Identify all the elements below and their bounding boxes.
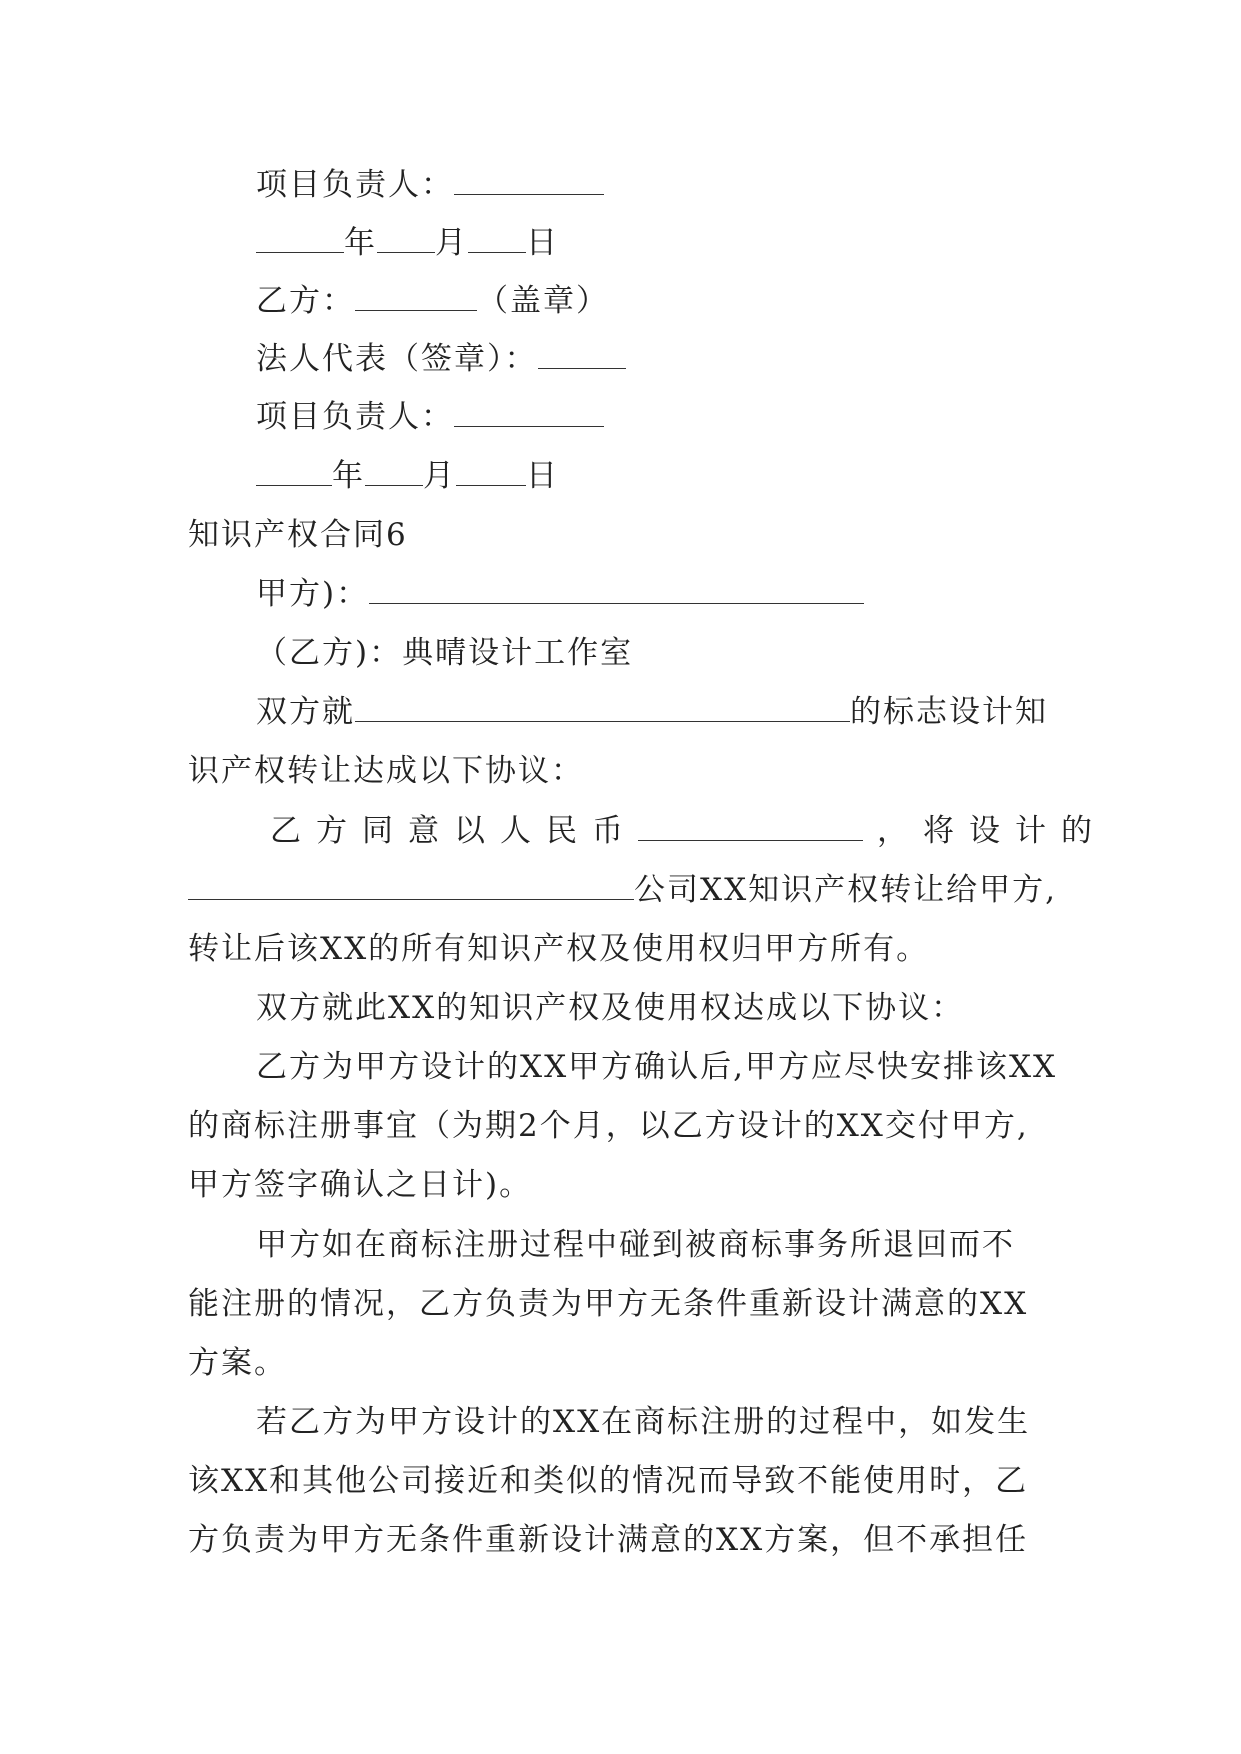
text: 乙方： <box>256 283 355 319</box>
fill-blank <box>256 459 332 486</box>
text: 乙方同意以人民币 <box>270 813 638 849</box>
text: 月 <box>435 225 468 261</box>
text: 年 <box>344 225 377 261</box>
doc-line <box>256 989 964 1027</box>
text: 乙方为甲方设计的XX甲方确认后,甲方应尽快安排该XX <box>256 1049 1058 1085</box>
text: 日 <box>526 225 559 261</box>
text: （盖章） <box>477 283 609 319</box>
text: 的标志设计知 <box>850 694 1048 730</box>
fill-blank <box>377 226 435 253</box>
text: 年 <box>332 458 365 494</box>
doc-line <box>188 1344 287 1382</box>
fill-blank <box>365 459 423 486</box>
fill-blank <box>456 459 526 486</box>
text: 甲方签字确认之日计)。 <box>188 1167 533 1203</box>
doc-line <box>188 1107 1029 1145</box>
doc-line <box>256 575 864 613</box>
text: 月 <box>423 458 456 494</box>
doc-line <box>256 693 1048 731</box>
doc-line <box>188 1462 1028 1500</box>
text: 项目负责人： <box>256 399 454 435</box>
doc-line <box>188 1166 532 1204</box>
section-heading <box>188 516 408 554</box>
doc-line <box>256 166 604 204</box>
doc-line <box>256 282 609 320</box>
text: 若乙方为甲方设计的XX在商标注册的过程中，如发生 <box>256 1404 1031 1440</box>
text: 项目负责人： <box>256 167 454 203</box>
text: 知识产权合同6 <box>188 517 408 553</box>
doc-line <box>256 1403 1030 1441</box>
fill-blank <box>468 226 526 253</box>
fill-blank <box>355 284 477 311</box>
fill-blank <box>454 400 604 427</box>
text: 甲方)： <box>256 576 370 612</box>
doc-line <box>188 1285 1028 1323</box>
text: 甲方如在商标注册过程中碰到被商标事务所退回而不 <box>256 1227 1015 1263</box>
fill-blank <box>256 226 344 253</box>
fill-blank <box>538 342 626 369</box>
text: 方负责为甲方无条件重新设计满意的XX方案，但不承担任 <box>188 1522 1029 1558</box>
text: 公司XX知识产权转让给甲方, <box>634 872 1057 908</box>
doc-line <box>256 398 604 436</box>
doc-line <box>188 871 1057 909</box>
doc-line <box>256 1226 1015 1264</box>
text: 识产权转让达成以下协议： <box>188 753 584 789</box>
doc-line <box>256 634 633 672</box>
text: 的商标注册事宜（为期2个月，以乙方设计的XX交付甲方, <box>188 1108 1029 1144</box>
text: 能注册的情况，乙方负责为甲方无条件重新设计满意的XX <box>188 1286 1029 1322</box>
fill-blank <box>188 873 634 900</box>
text: 日 <box>526 458 559 494</box>
doc-line <box>256 224 559 262</box>
text: 该XX和其他公司接近和类似的情况而导致不能使用时，乙 <box>188 1463 1029 1499</box>
text: 方案。 <box>188 1345 287 1381</box>
doc-line <box>256 1048 1057 1086</box>
text: ，将设计的 <box>877 813 1107 849</box>
fill-blank <box>355 695 850 722</box>
text: 双方就此XX的知识产权及使用权达成以下协议： <box>256 990 965 1026</box>
text: 法人代表（签章）： <box>256 341 538 377</box>
doc-line <box>188 930 929 968</box>
text: 转让后该XX的所有知识产权及使用权归甲方所有。 <box>188 931 930 967</box>
fill-blank <box>454 168 604 195</box>
doc-line <box>256 457 559 495</box>
doc-line <box>256 340 626 378</box>
doc-line <box>188 1521 1028 1559</box>
text: （乙方)：典晴设计工作室 <box>256 635 634 671</box>
doc-line <box>270 812 1107 850</box>
doc-line <box>188 752 584 790</box>
text: 双方就 <box>256 694 355 730</box>
fill-blank <box>369 577 864 604</box>
fill-blank <box>638 814 863 841</box>
